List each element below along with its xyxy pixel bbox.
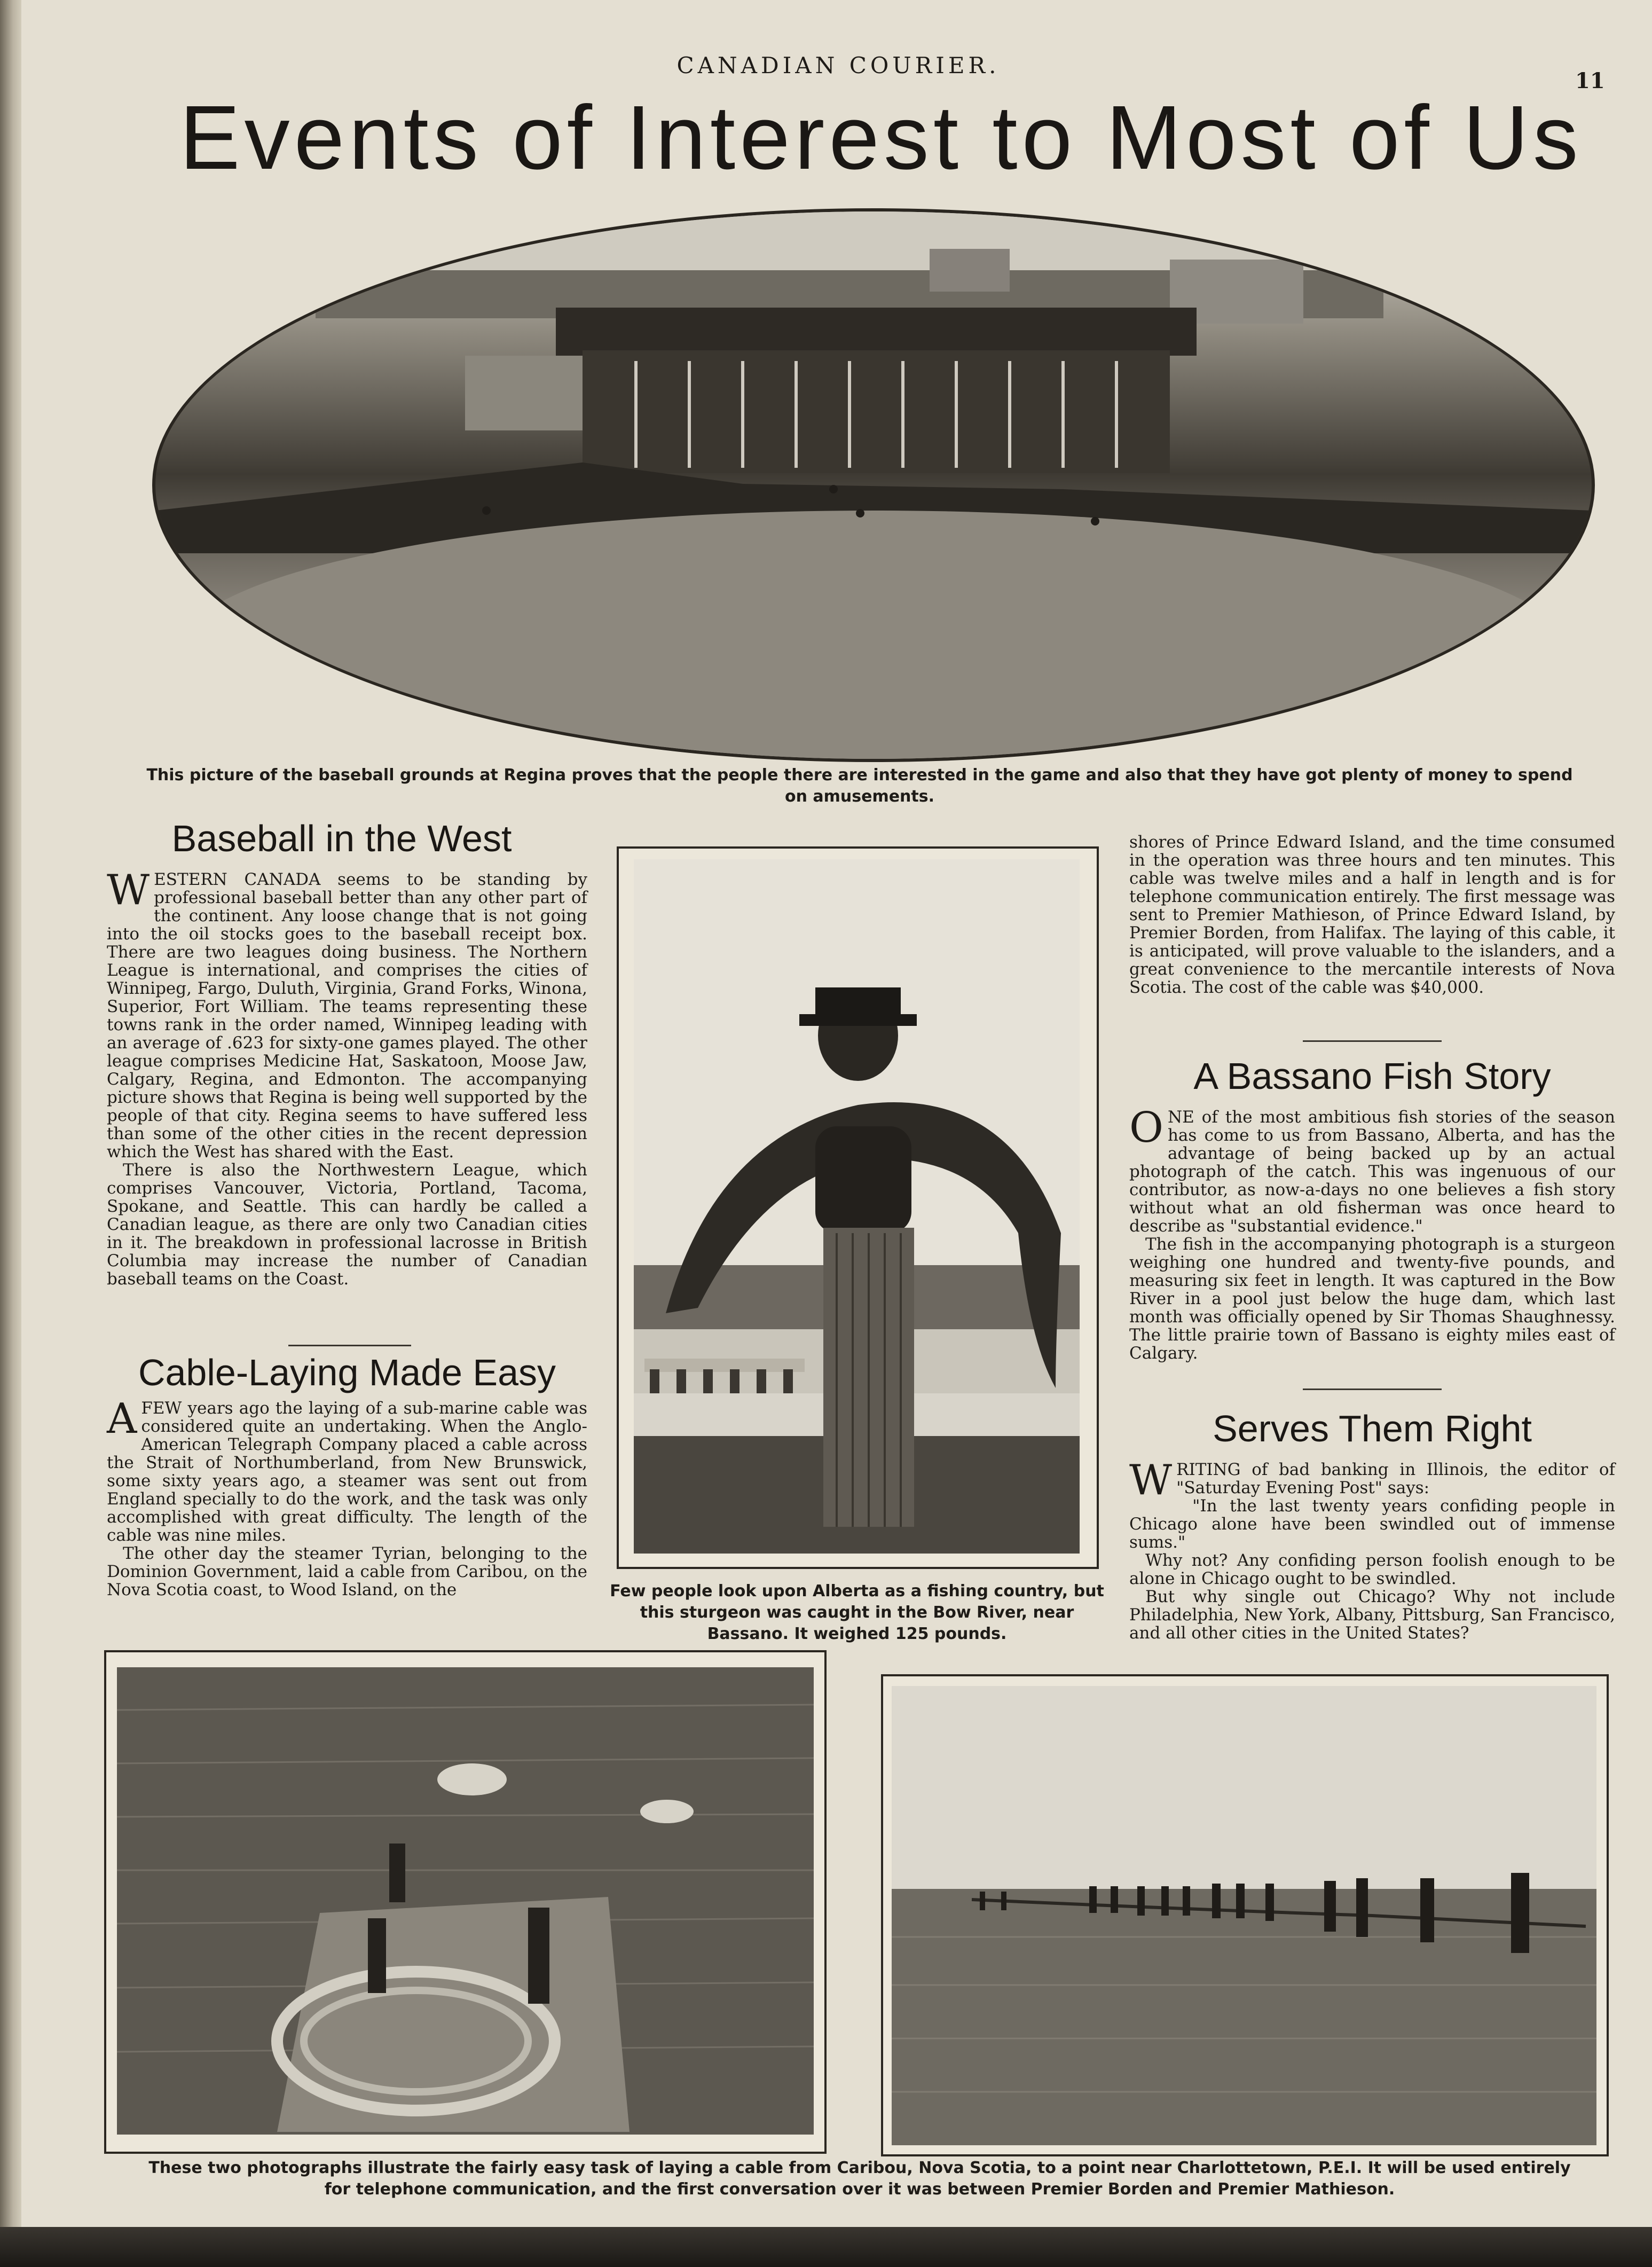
cable-paragraph-3: shores of Prince Edward Island, and the time consumed in the operation was three hours and ten minutes. This cable was twelve miles and a half in length and is for telephone communication entirely. The first message was sent to Premier Mathieson, of Prince Edward Island, by Premier Borden, from Halifax. The laying of this cable, it is anticipated, will prove valuable to the islanders, and a great convenience to the mercantile interests of Nova Scotia. The cost of the cable was $40,000.: [1129, 833, 1615, 997]
baseball-grounds-photo: [152, 208, 1595, 762]
baseball-grounds-illustration: [155, 211, 1592, 759]
bottom-photos-caption: These two photographs illustrate the fairly easy task of laying a cable from Caribou, Nova Scotia, to a point near Charlottetown, P.E.I. It will be used entirely for telephone communication, and the first conversation over it was between Premier Borden and Premier Mathieson.: [148, 2159, 1571, 2199]
bassano-article: [1129, 1104, 1615, 1363]
baseball-photo-caption: This picture of the baseball grounds at Regina proves that the people there are interested in the game and also that they have got plenty of money to spend on amusements.: [146, 766, 1573, 806]
bassano-dropcap: O: [1129, 1104, 1163, 1152]
cable-article-col1: [107, 1395, 587, 1599]
serves-paragraph-3: Why not? Any confiding person foolish enough to be alone in Chicago ought to be swindled.: [1129, 1551, 1615, 1588]
page-number: 11: [1575, 68, 1605, 93]
page-bottom-edge: [0, 2227, 1652, 2267]
baseball-paragraph-1: ESTERN CANADA seems to be standing by professional baseball better than any other part of the continent. Any loose change that is not going into the oil stocks goes to the baseball receipt box. There are two leagues doing business. The Northern League is international, and comprises the cities of Winnipeg, Fargo, Duluth, Virginia, Grand Forks, Winona, Superior, Fort William. The teams representing these towns rank in the order named, Winnipeg leading with an average of .623 for sixty-one games played. The other league comprises Medicine Hat, Saskatoon, Moose Jaw, Calgary, Regina, and Edmonton. The accompanying picture shows that Regina is being well supported by the people of that city. Regina seems to have suffered less than some of the other cities in the recent depression which the West has shared with the East.: [107, 870, 587, 1162]
serves-paragraph-4: But why single out Chicago? Why not include Philadelphia, New York, Albany, Pittsburg, San Francisco, and all other cities in the United States?: [1129, 1587, 1615, 1643]
baseball-headline: Baseball in the West: [171, 818, 512, 859]
column-divider: [1303, 1389, 1442, 1390]
serves-paragraph-2: "In the last twenty years confiding people in Chicago alone have been swindled out of immense sums.": [1129, 1496, 1615, 1552]
column-divider: [1303, 1040, 1442, 1042]
shore-cable-photo: [892, 1686, 1596, 2145]
cable-headline: Cable-Laying Made Easy: [138, 1352, 556, 1393]
column-divider: [288, 1345, 411, 1346]
serves-headline: Serves Them Right: [1213, 1408, 1532, 1449]
page-title: Events of Interest to Most of Us: [179, 87, 1583, 189]
bassano-paragraph-1: NE of the most ambitious fish stories of the season has come to us from Bassano, Alberta, and has the advantage of being backed up by an actual photograph of the catch. This was ingenuous of our contributor, as now-a-days no one believes a fish story without what an old fisherman was once heard to describe as "substantial evidence.": [1129, 1108, 1615, 1236]
serves-paragraph-1: RITING of bad banking in Illinois, the editor of "Saturday Evening Post" says:: [1176, 1460, 1615, 1497]
sturgeon-photo: [634, 859, 1080, 1554]
baseball-dropcap: W: [107, 866, 150, 914]
cable-article-col3: [1129, 833, 1615, 997]
page-binding: [0, 0, 21, 2267]
cable-boat-photo: [117, 1667, 814, 2135]
cable-dropcap: A: [107, 1395, 137, 1443]
cable-paragraph-1: FEW years ago the laying of a sub-marine cable was considered quite an undertaking. When the Anglo-American Telegraph Company placed a cable across the Strait of Northumberland, from New Brunswick, some sixty years ago, a steamer was sent out from England specially to do the work, and the task was only accomplished with great difficulty. The length of the cable was nine miles.: [107, 1399, 587, 1545]
bassano-paragraph-2: The fish in the accompanying photograph is a sturgeon weighing one hundred and twenty-five pounds, and measuring six feet in length. It was captured in the Bow River in a pool just below the huge dam, which last month was officially opened by Sir Thomas Shaughnessy. The little prairie town of Bassano is eighty miles east of Calgary.: [1129, 1235, 1615, 1363]
baseball-article: [107, 866, 587, 1289]
bassano-headline: A Bassano Fish Story: [1193, 1055, 1551, 1097]
cable-paragraph-2: The other day the steamer Tyrian, belonging to the Dominion Government, laid a cable from Caribou, on the Nova Scotia coast, to Wood Island, on the: [107, 1544, 587, 1599]
shore-cable-photo-frame: [881, 1674, 1609, 2156]
sturgeon-photo-frame: [617, 846, 1099, 1569]
serves-article: [1129, 1456, 1615, 1643]
sturgeon-photo-caption: Few people look upon Alberta as a fishing country, but this sturgeon was caught in the Bow River, near Bassano. It weighed 125 pounds.: [610, 1582, 1104, 1643]
serves-dropcap: W: [1129, 1456, 1173, 1504]
running-head: CANADIAN COURIER.: [676, 52, 1000, 79]
cable-boat-photo-frame: [104, 1650, 827, 2154]
baseball-paragraph-2: There is also the Northwestern League, which comprises Vancouver, Victoria, Portland, Tacoma, Spokane, and Seattle. This can hardly be called a Canadian league, as there are only two Canadian cities in it. The breakdown in professional lacrosse in British Columbia may increase the number of Canadian baseball teams on the Coast.: [107, 1160, 587, 1289]
